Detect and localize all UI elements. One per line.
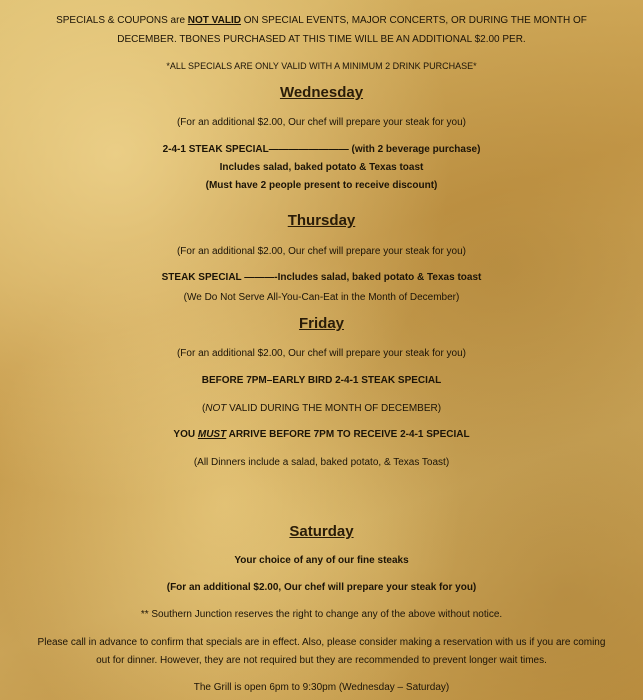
thursday-note: (We Do Not Serve All-You-Can-Eat in the Month of December) [183,292,460,303]
wednesday-chef-note: (For an additional $2.00, Our chef will prepare your steak for you) [176,117,467,128]
wednesday-special: 2-4-1 STEAK SPECIAL———————— (with 2 beverage purchase) [162,144,481,155]
saturday-choice: Your choice of any of our fine steaks [234,555,409,566]
not-valid-text: VALID DURING THE MONTH OF DECEMBER) [226,403,442,414]
wednesday-must-have: (Must have 2 people present to receive discount) [205,180,438,191]
advance-notice-line-1: Please call in advance to confirm that specials are in effect. Also, please consider making a reservation with us if you are coming [37,637,606,648]
intro-line-2: DECEMBER. TBONES PURCHASED AT THIS TIME WILL BE AN ADDITIONAL $2.00 PER. [117,34,526,45]
saturday-heading: Saturday [289,523,354,540]
advance-notice-line-2: out for dinner. However, they are not required but they are recommended to prevent longer wait times. [96,655,547,666]
not-emphasis: NOT [205,403,227,414]
friday-early-bird: BEFORE 7PM–EARLY BIRD 2-4-1 STEAK SPECIAL [201,375,442,386]
thursday-heading: Thursday [287,212,356,229]
intro-text: ON SPECIAL EVENTS, MAJOR CONCERTS, OR DURING THE MONTH OF [240,15,587,26]
wednesday-heading: Wednesday [279,84,364,101]
friday-must-arrive [0,428,643,441]
thursday-special: STEAK SPECIAL ———-Includes salad, baked potato & Texas toast [161,272,482,283]
saturday-chef-note: (For an additional $2.00, Our chef will prepare your steak for you) [166,582,477,593]
friday-dinners-note: (All Dinners include a salad, baked potato, & Texas Toast) [193,457,450,468]
thursday-chef-note: (For an additional $2.00, Our chef will prepare your steak for you) [176,246,467,257]
friday-heading: Friday [298,315,344,332]
grill-hours: The Grill is open 6pm to 9:30pm (Wednesday – Saturday) [193,682,450,693]
must-pre-text: YOU [173,429,198,440]
must-post-text: ARRIVE BEFORE 7PM TO RECEIVE 2-4-1 SPECIAL [226,429,470,440]
intro-line-1 [0,14,643,27]
not-valid-emphasis: NOT VALID [187,15,241,26]
paren-text: ( [201,403,206,414]
must-emphasis: MUST [197,429,227,440]
friday-chef-note: (For an additional $2.00, Our chef will prepare your steak for you) [176,348,467,359]
reserve-notice: ** Southern Junction reserves the right to change any of the above without notice. [140,609,503,620]
drink-minimum-note: *ALL SPECIALS ARE ONLY VALID WITH A MINIMUM 2 DRINK PURCHASE* [166,61,477,71]
friday-not-valid [0,402,643,415]
wednesday-includes: Includes salad, baked potato & Texas toast [219,162,424,173]
intro-text: SPECIALS & COUPONS are [56,15,188,26]
